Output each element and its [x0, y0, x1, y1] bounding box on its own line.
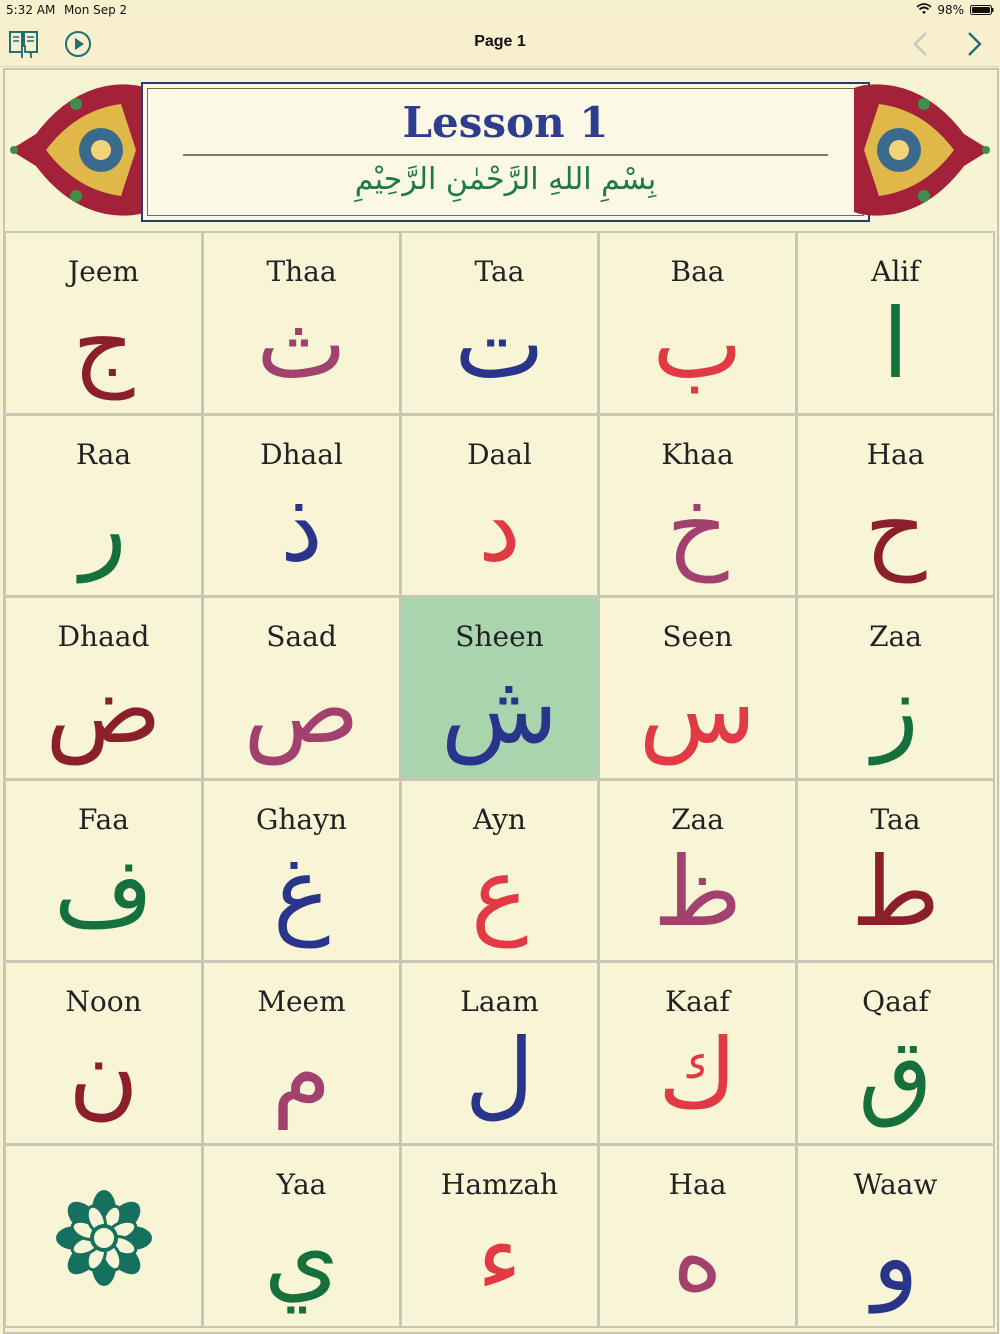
letter-name: Khaa	[661, 437, 734, 471]
arabic-letter: س	[638, 653, 757, 766]
toolbar	[0, 20, 1000, 67]
arabic-letter: ا	[882, 288, 909, 400]
letter-cell-hamzah[interactable]	[400, 1144, 599, 1328]
letter-cell-haa[interactable]	[598, 1144, 797, 1328]
arabic-letter: ك	[657, 1018, 738, 1131]
battery-percentage: 98%	[937, 3, 964, 17]
letter-cell-dhaad[interactable]	[4, 596, 203, 780]
letter-cell-noon[interactable]	[4, 961, 203, 1145]
lesson-title: Lesson 1	[402, 98, 609, 147]
letter-grid	[5, 232, 996, 1328]
letter-cell-ghayn[interactable]	[202, 779, 401, 963]
letter-cell-zaa[interactable]	[796, 596, 995, 780]
chevron-left-icon[interactable]	[906, 28, 938, 60]
battery-icon	[970, 5, 994, 15]
arabic-letter: خ	[666, 470, 729, 583]
letter-cell-dhaal[interactable]	[202, 414, 401, 598]
letter-name: Dhaad	[57, 620, 150, 654]
bismillah-calligraphy: بِسْمِ اللهِ الرَّحْمٰنِ الرَّحِيْمِ	[354, 162, 657, 197]
letter-cell-ayn[interactable]	[400, 779, 599, 963]
arabic-letter: و	[872, 1200, 919, 1313]
letter-cell-saad[interactable]	[202, 596, 401, 780]
letter-cell-khaa[interactable]	[598, 414, 797, 598]
letter-name: Zaa	[671, 802, 724, 836]
arabic-letter: ذ	[280, 470, 323, 583]
letter-cell-kaaf[interactable]	[598, 961, 797, 1145]
letter-cell-haa[interactable]	[796, 414, 995, 598]
letter-cell-daal[interactable]	[400, 414, 599, 598]
letter-cell-thaa[interactable]	[202, 231, 401, 415]
arabic-letter: ه	[672, 1200, 723, 1313]
lesson-banner	[6, 74, 994, 226]
letter-cell-taa[interactable]	[400, 231, 599, 415]
letter-name: Noon	[65, 985, 142, 1019]
letter-name: Haa	[668, 1167, 727, 1201]
letter-name: Faa	[78, 802, 129, 836]
arabic-letter: م	[271, 1018, 332, 1131]
letter-name: Taa	[474, 255, 525, 288]
arabic-letter: ن	[68, 1018, 139, 1131]
letter-name: Hamzah	[440, 1167, 559, 1201]
letter-cell-yaa[interactable]	[202, 1144, 401, 1328]
letter-name: Meem	[257, 985, 346, 1019]
letter-cell-jeem[interactable]	[4, 231, 203, 415]
letter-cell-sheen[interactable]	[400, 596, 599, 780]
lesson-scroll	[141, 82, 870, 222]
arabic-letter: ع	[470, 835, 529, 948]
letter-name: Jeem	[68, 255, 139, 288]
letter-cell-zaa[interactable]	[598, 779, 797, 963]
arabic-letter: د	[478, 470, 521, 583]
arabic-letter: ق	[858, 1018, 933, 1131]
letter-name: Ayn	[473, 802, 526, 836]
arabic-letter: ط	[851, 835, 940, 948]
letter-cell-faa[interactable]	[4, 779, 203, 963]
arabic-letter: ت	[454, 288, 545, 400]
status-bar	[0, 0, 1000, 20]
arabic-letter: غ	[272, 835, 331, 948]
letter-name: Raa	[75, 437, 132, 471]
ornament-right-icon	[844, 74, 994, 226]
letter-cell-laam[interactable]	[400, 961, 599, 1145]
letter-cell-waaw[interactable]	[796, 1144, 995, 1328]
arabic-letter: ص	[243, 653, 360, 766]
arabic-letter: ج	[72, 288, 135, 400]
arabic-letter: ش	[440, 653, 559, 766]
letter-name: Kaaf	[665, 985, 730, 1019]
flower-logo-cell[interactable]	[4, 1144, 203, 1328]
arabic-letter: ض	[45, 653, 162, 766]
arabic-letter: ل	[464, 1018, 535, 1131]
wifi-icon	[916, 2, 932, 16]
arabic-letter: ر	[80, 470, 127, 583]
letter-cell-taa[interactable]	[796, 779, 995, 963]
letter-name: Laam	[460, 985, 539, 1019]
chevron-right-icon[interactable]	[958, 28, 990, 60]
arabic-letter: ظ	[653, 835, 742, 948]
letter-cell-seen[interactable]	[598, 596, 797, 780]
letter-name: Sheen	[455, 620, 544, 654]
letter-name: Daal	[467, 437, 532, 471]
letter-name: Saad	[266, 620, 337, 654]
letter-name: Qaaf	[862, 985, 929, 1019]
arabic-letter: ح	[864, 470, 927, 583]
letter-name: Zaa	[869, 620, 922, 654]
page-title: Page 1	[474, 33, 526, 50]
status-date: Mon Sep 2	[64, 3, 128, 17]
ornament-left-icon	[6, 74, 156, 226]
letter-name: Thaa	[266, 255, 337, 288]
arabic-letter: ف	[53, 835, 154, 948]
letter-cell-raa[interactable]	[4, 414, 203, 598]
letter-name: Yaa	[276, 1167, 327, 1201]
letter-cell-alif[interactable]	[796, 231, 995, 415]
letter-name: Seen	[662, 620, 733, 654]
arabic-letter: ء	[476, 1200, 523, 1313]
letter-cell-qaaf[interactable]	[796, 961, 995, 1145]
arabic-letter: ب	[652, 288, 743, 400]
status-time: 5:32 AM	[6, 3, 56, 17]
letter-cell-meem[interactable]	[202, 961, 401, 1145]
letter-name: Taa	[870, 802, 921, 836]
flower-icon	[54, 1188, 154, 1288]
letter-name: Ghayn	[256, 802, 347, 836]
arabic-letter: ي	[263, 1200, 340, 1313]
arabic-letter: ز	[872, 653, 919, 766]
letter-name: Baa	[670, 255, 725, 288]
letter-cell-baa[interactable]	[598, 231, 797, 415]
letter-name: Haa	[866, 437, 925, 471]
letter-name: Waaw	[853, 1167, 938, 1201]
scroll-divider	[183, 154, 828, 156]
arabic-letter: ث	[256, 288, 347, 400]
letter-name: Dhaal	[260, 437, 343, 471]
letter-name: Alif	[871, 255, 920, 288]
